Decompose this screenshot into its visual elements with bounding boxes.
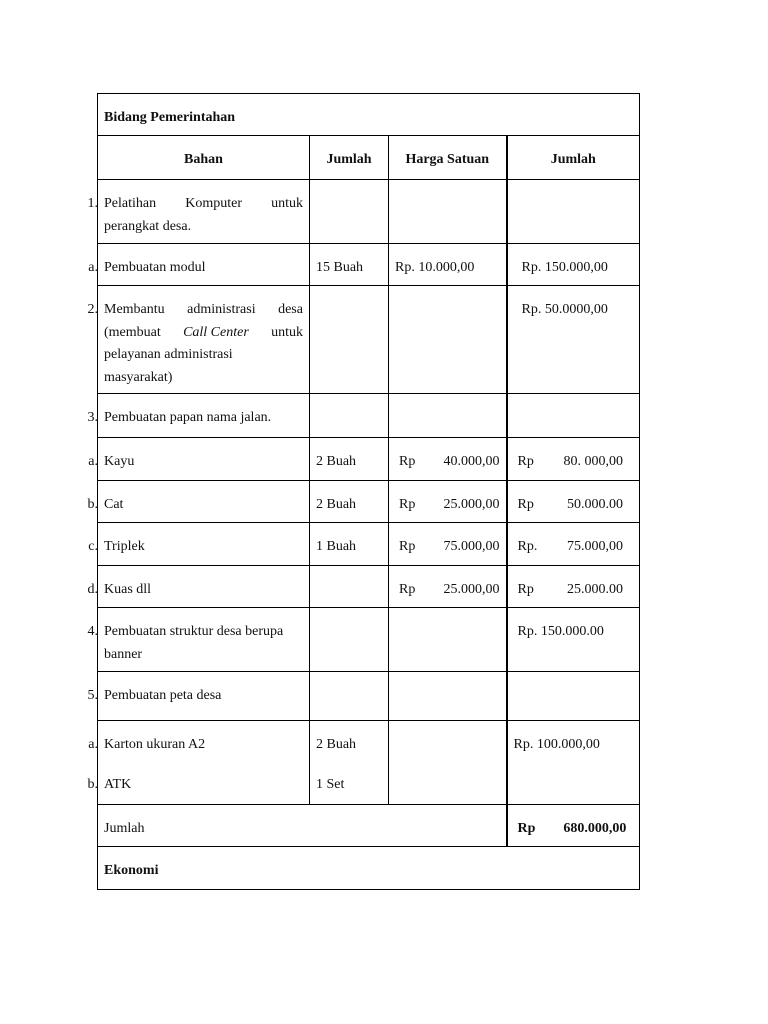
section-row-government — [98, 94, 640, 136]
item-quantity — [310, 672, 389, 721]
total-amount: 75.000,00 — [567, 539, 624, 554]
item-unit-price: Rp. 10.000,00 — [389, 244, 507, 286]
desc-line: banner — [104, 646, 143, 662]
table-row — [98, 180, 640, 244]
item-unit-price — [389, 394, 507, 438]
total-currency: Rp — [517, 454, 534, 469]
desc-line: Pembuatan struktur desa berupa — [104, 624, 284, 639]
table-row — [98, 286, 640, 394]
item-number: c. — [88, 539, 98, 554]
item-number: d. — [87, 582, 98, 597]
desc-line: Cat — [104, 497, 124, 512]
item-quantity: 1 Buah — [310, 523, 389, 566]
desc-line: perangkat desa. — [104, 218, 192, 234]
item-unit-price — [389, 481, 507, 523]
header-material: Bahan — [98, 136, 310, 180]
desc-line: Pembuatan peta desa — [104, 688, 222, 703]
table-row — [98, 566, 640, 608]
total-amount: 50.000.00 — [567, 497, 624, 512]
price-currency: Rp — [399, 539, 416, 554]
item-description — [87, 286, 310, 394]
item-quantity: 15 Buah — [310, 244, 389, 286]
price-amount: 25.000,00 — [443, 497, 500, 512]
header-quantity: Jumlah — [310, 136, 389, 180]
item-quantity — [310, 394, 389, 438]
item-description — [87, 180, 310, 244]
item-unit-price — [389, 438, 507, 481]
item-number: 2. — [87, 302, 98, 317]
table-row — [98, 244, 640, 286]
desc-line — [104, 193, 303, 216]
item-description — [87, 672, 310, 721]
item-description — [88, 438, 310, 481]
header-unit-price: Harga Satuan — [389, 136, 507, 180]
desc-line: ATK — [104, 777, 132, 792]
item-unit-price — [389, 180, 507, 244]
item-number: a. — [88, 260, 98, 275]
item-quantity: 2 Buah — [310, 481, 389, 523]
desc-word: Membantu — [104, 302, 165, 317]
item-total — [507, 566, 640, 608]
item-total — [507, 672, 640, 721]
desc-word: untuk — [271, 324, 303, 340]
price-currency: Rp — [399, 454, 416, 469]
header-total: Jumlah — [507, 136, 640, 180]
item-description — [88, 244, 310, 286]
summary-amount: 680.000,00 — [563, 821, 627, 836]
item-total: Rp. 150.000.00 — [507, 608, 640, 672]
desc-line: pelayanan administrasi — [104, 347, 233, 362]
item-unit-price — [389, 523, 507, 566]
desc-word: desa — [278, 302, 303, 317]
desc-line — [104, 322, 303, 345]
item-quantity — [310, 180, 389, 244]
item-quantity — [310, 721, 389, 805]
item-number: 3. — [87, 410, 98, 425]
item-unit-price — [389, 566, 507, 608]
item-unit-price — [389, 721, 507, 805]
item-description — [87, 566, 310, 608]
item-unit-price — [389, 608, 507, 672]
item-unit-price — [389, 672, 507, 721]
desc-line: Pembuatan papan nama jalan. — [104, 410, 272, 425]
item-total: Rp. 100.000,00 — [507, 721, 640, 805]
desc-word: Komputer — [185, 196, 242, 211]
total-currency: Rp — [517, 497, 534, 512]
price-amount: 75.000,00 — [443, 539, 500, 554]
total-currency: Rp — [517, 582, 534, 597]
table-row — [98, 481, 640, 523]
desc-italic: Call Center — [183, 324, 249, 340]
item-description — [87, 721, 310, 805]
item-total — [507, 438, 640, 481]
item-number: 1. — [87, 196, 98, 211]
item-quantity: 2 Buah — [310, 438, 389, 481]
item-total — [507, 523, 640, 566]
desc-line: Karton ukuran A2 — [104, 737, 206, 752]
item-number: 4. — [87, 624, 98, 639]
justified-line — [104, 193, 303, 216]
table-row — [98, 394, 640, 438]
table-row — [98, 672, 640, 721]
quantity-line: 2 Buah — [316, 737, 357, 752]
total-amount: 80. 000,00 — [563, 454, 624, 469]
section-title-government: Bidang Pemerintahan — [98, 94, 640, 136]
summary-row — [98, 805, 640, 847]
item-total: Rp. 150.000,00 — [507, 244, 640, 286]
price-currency: Rp — [399, 497, 416, 512]
quantity-line: 1 Set — [316, 777, 345, 792]
desc-line: Pembuatan modul — [104, 260, 206, 275]
item-number: b. — [87, 497, 98, 512]
total-amount: 25.000.00 — [567, 582, 624, 597]
table-row — [98, 438, 640, 481]
price-currency: Rp — [399, 582, 416, 597]
item-description — [88, 523, 310, 566]
item-number: b. — [87, 777, 98, 792]
item-number: 5. — [87, 688, 98, 703]
desc-line — [104, 299, 303, 322]
table-row — [98, 608, 640, 672]
item-total: Rp. 50.0000,00 — [507, 286, 640, 394]
total-currency: Rp. — [517, 539, 538, 554]
desc-line: Triplek — [104, 539, 145, 554]
section-row-economy — [98, 847, 640, 890]
item-description — [87, 394, 310, 438]
item-quantity — [310, 566, 389, 608]
desc-line: Kayu — [104, 454, 135, 469]
item-total — [507, 394, 640, 438]
summary-total — [507, 805, 640, 847]
item-quantity — [310, 286, 389, 394]
desc-word: (membuat — [104, 324, 161, 340]
desc-word: untuk — [271, 196, 303, 211]
item-number: a. — [88, 737, 98, 752]
table-row — [98, 721, 640, 805]
price-amount: 40.000,00 — [443, 454, 500, 469]
item-quantity — [310, 608, 389, 672]
item-description — [87, 608, 310, 672]
desc-line: Kuas dll — [104, 582, 152, 597]
budget-table — [87, 93, 640, 890]
desc-line: masyarakat) — [104, 369, 173, 385]
desc-word: administrasi — [187, 302, 256, 317]
item-unit-price — [389, 286, 507, 394]
summary-label: Jumlah — [98, 805, 507, 847]
header-row — [98, 136, 640, 180]
item-total — [507, 180, 640, 244]
item-description — [87, 481, 310, 523]
item-total — [507, 481, 640, 523]
table-row — [98, 523, 640, 566]
section-title-economy: Ekonomi — [98, 847, 640, 890]
price-amount: 25.000,00 — [443, 582, 500, 597]
desc-word: Pelatihan — [104, 196, 157, 211]
item-number: a. — [88, 454, 98, 469]
summary-currency: Rp — [517, 821, 536, 836]
